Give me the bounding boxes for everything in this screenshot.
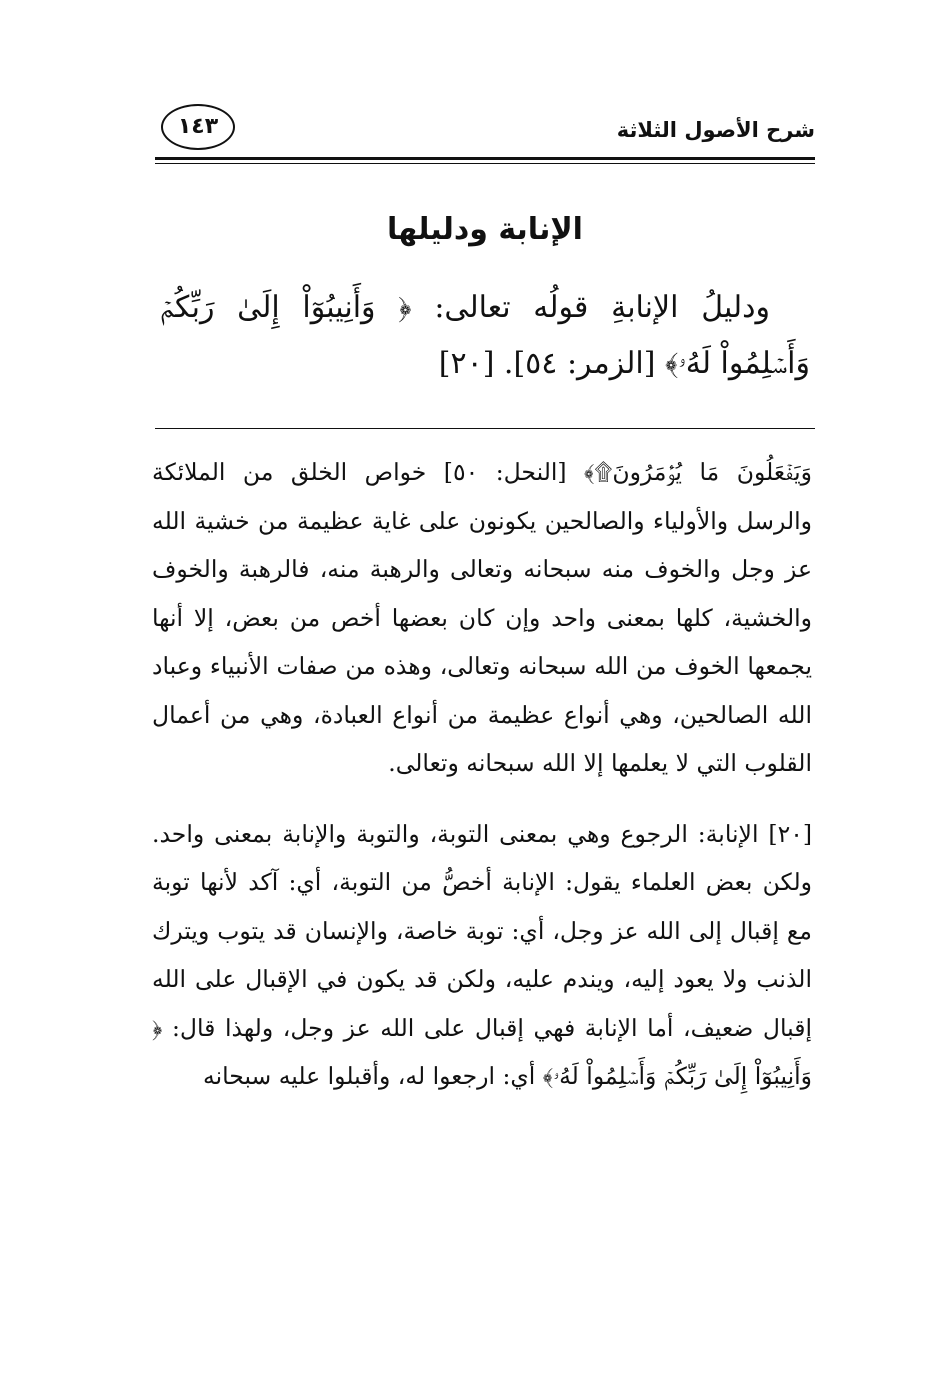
footnote-continuation: وَيَفۡعَلُونَ مَا يُؤۡمَرُونَ۩﴾ [النحل: ٥٠] خواص الخلق من الملائكة والرسل والأولياء والصالحين يكونون على غاية عظيمة من خشية الله عز وجل والخوف منه سبحانه وتعالى والرهبة منه، فالرهبة والخوف والخشية، كلها بمعنى واحد وإن كان بعضها أخص من بعض، إلا أنها يجمعها الخوف من الله سبحانه وتعالى، وهذه من صفات الأنبياء وعباد الله الصالحين، وهي أنواع عظيمة من أنواع العبادة، وهي من أعمال القلوب التي لا يعلمها إلا الله سبحانه وتعالى.: [152, 458, 812, 777]
page-header: [155, 98, 815, 156]
running-title: شرح الأصول الثلاثة: [616, 118, 815, 142]
footnote-20: [٢٠] الإنابة: الرجوع وهي بمعنى التوبة، والتوبة والإنابة بمعنى واحد. ولكن بعض العلماء يقول: الإنابة أخصُّ من التوبة، أي: آكد لأنها توبة مع إقبال إلى الله عز وجل، أي: توبة خاصة، والإنسان قد يتوب ويترك الذنب ولا يعود إليه، ويندم عليه، ولكن قد يكون في الإقبال على الله إقبال ضعيف، أما الإنابة فهي إقبال على الله عز وجل، ولهذا قال: ﴿ وَأَنِيبُوٓاْ إِلَىٰ رَبِّكُمۡ وَأَسۡلِمُواْ لَهُۥ﴾ أي: ارجعوا له، وأقبلوا عليه سبحانه: [152, 819, 812, 1090]
section-heading: الإنابة ودليلها: [387, 212, 583, 247]
header-rule: [155, 157, 815, 160]
main-paragraph: ودليلُ الإنابةِ قولُه تعالى: ﴿ وَأَنِيبُوٓاْ إِلَىٰ رَبِّكُمۡ وَأَسۡلِمُواْ لَهُۥ﴾ [الزمر: ٥٤]. [٢٠]: [160, 290, 810, 381]
footnote-divider: [155, 428, 815, 429]
main-text: [160, 280, 810, 392]
page-number-badge: ١٤٣: [161, 104, 235, 150]
footnotes: [152, 448, 812, 1101]
header-rule-thin: [155, 163, 815, 164]
